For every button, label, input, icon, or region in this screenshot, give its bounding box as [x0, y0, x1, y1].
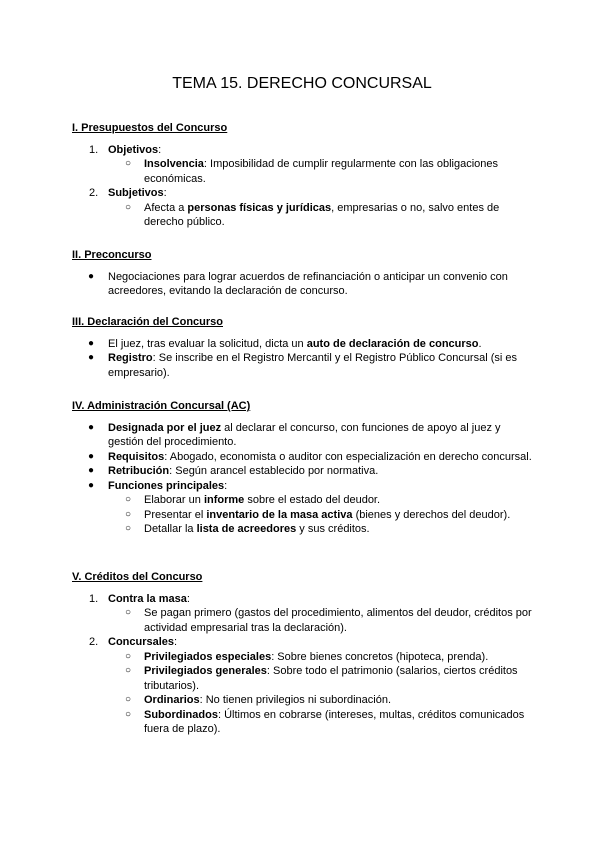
item-suffix: :	[158, 143, 162, 156]
sub-list-item	[72, 664, 532, 693]
item-suffix: :	[174, 636, 178, 648]
item-text: : Según arancel establecido por normativa.	[169, 465, 379, 477]
sub-list-item	[72, 522, 532, 537]
item-text: : No tienen privilegios ni subordinación.	[199, 694, 392, 706]
bold-term: Privilegiados generales	[144, 665, 267, 677]
item-text: : Sobre todo el patrimonio (salarios, ciertos créditos tributarios).	[144, 665, 518, 692]
numbered-list	[72, 592, 532, 737]
section-heading: I. Presupuestos del Concurso	[72, 122, 228, 134]
bold-term: Registro	[108, 352, 153, 364]
item-text: sobre el estado del deudor.	[244, 494, 381, 506]
list-number: 1.	[89, 143, 99, 156]
numbered-list	[72, 143, 532, 230]
section-heading: V. Créditos del Concurso	[72, 571, 203, 583]
item-text: : Imposibilidad de cumplir regularmente con las obligaciones económicas.	[144, 158, 499, 185]
item-label: Objetivos	[108, 143, 159, 156]
item-label: Subjetivos	[108, 187, 164, 199]
bullet-icon: ●	[88, 450, 95, 462]
item-text: .	[478, 337, 482, 350]
item-text: El juez, tras evaluar la solicitud, dicta un	[108, 337, 307, 350]
circle-bullet-icon: ○	[125, 508, 132, 520]
sub-list	[108, 606, 532, 635]
item-text: Se pagan primero (gastos del procedimiento, alimentos del deudor, créditos por actividad empresarial tras la declaración).	[144, 607, 532, 634]
list-item	[72, 143, 532, 187]
bullet-icon: ●	[88, 479, 95, 491]
bullet-list	[72, 270, 532, 299]
item-suffix: :	[163, 187, 167, 199]
circle-bullet-icon: ○	[125, 708, 132, 720]
bold-term: auto de declaración de concurso	[306, 337, 479, 350]
bold-term: inventario de la masa activa	[206, 508, 353, 521]
sub-list	[108, 201, 532, 230]
bold-term: Designada por el juez	[108, 421, 222, 434]
sub-list-item	[72, 708, 532, 737]
bold-term: Requisitos	[108, 450, 165, 463]
item-text: : Se inscribe en el Registro Mercantil y el Registro Público Concursal (si es empresario).	[108, 352, 517, 379]
bold-term: Privilegiados especiales	[144, 650, 272, 663]
bullet-icon: ●	[88, 270, 95, 282]
sub-list-item	[72, 201, 532, 230]
bullet-icon: ●	[88, 465, 95, 476]
section-heading: III. Declaración del Concurso	[72, 316, 223, 328]
document-title: TEMA 15. DERECHO CONCURSAL	[172, 75, 432, 92]
list-item	[72, 270, 532, 299]
circle-bullet-icon: ○	[125, 607, 132, 618]
circle-bullet-icon: ○	[125, 201, 132, 213]
sub-list	[108, 650, 532, 737]
bold-term: Insolvencia	[144, 158, 204, 170]
bold-term: Funciones principales	[108, 479, 225, 492]
bold-term: Retribución	[108, 465, 170, 477]
section-heading: IV. Administración Concursal (AC)	[72, 400, 251, 412]
item-suffix: :	[186, 592, 190, 605]
item-text: , empresarias o no, salvo entes de derecho público.	[144, 201, 500, 228]
sub-list-item	[72, 606, 532, 635]
bold-term: Subordinados	[144, 708, 218, 721]
item-text: (bienes y derechos del deudor).	[352, 508, 511, 521]
sub-list-item	[72, 693, 532, 708]
item-text: : Sobre bienes concretos (hipoteca, prenda).	[271, 650, 489, 663]
circle-bullet-icon: ○	[125, 650, 132, 662]
item-text: al declarar el concurso, con funciones de apoyo al juez y gestión del procedimiento.	[108, 421, 501, 448]
list-number: 2.	[89, 636, 99, 648]
section-preconcurso	[72, 248, 532, 299]
sub-list	[108, 493, 532, 537]
bold-term: lista de acreedores	[196, 523, 297, 535]
list-item	[72, 635, 532, 737]
sub-list-item	[72, 508, 532, 523]
item-text: y sus créditos.	[296, 523, 370, 535]
bold-term: personas físicas y jurídicas	[187, 201, 332, 214]
list-item	[72, 337, 532, 352]
bullet-icon: ●	[88, 352, 95, 363]
list-item	[72, 450, 532, 465]
item-text: Negociaciones para lograr acuerdos de refinanciación o anticipar un convenio con acreedores, evitando la declaración de concurso.	[108, 270, 508, 297]
section-administracion	[72, 399, 532, 537]
list-item	[72, 464, 532, 479]
bullet-list	[72, 337, 532, 381]
list-item	[72, 592, 532, 636]
circle-bullet-icon: ○	[125, 694, 132, 705]
circle-bullet-icon: ○	[125, 665, 132, 676]
item-text: Afecta a	[144, 201, 188, 214]
list-item	[72, 186, 532, 230]
list-number: 1.	[89, 592, 99, 605]
section-creditos	[72, 570, 532, 737]
item-text: : Últimos en cobrarse (intereses, multas, créditos comunicados fuera de plazo).	[144, 708, 525, 735]
bullet-icon: ●	[88, 421, 95, 433]
bullet-icon: ●	[88, 337, 95, 349]
section-presupuestos	[72, 121, 532, 230]
sub-list-item	[72, 157, 532, 186]
section-declaracion	[72, 315, 532, 380]
list-number: 2.	[89, 187, 99, 199]
section-heading: II. Preconcurso	[72, 249, 152, 261]
item-label: Contra la masa	[108, 592, 187, 605]
circle-bullet-icon: ○	[125, 494, 132, 505]
item-text: Presentar el	[144, 508, 207, 521]
list-item	[72, 421, 532, 450]
item-text: Elaborar un	[144, 494, 204, 506]
bold-term: Ordinarios	[144, 694, 200, 706]
item-label: Concursales	[108, 636, 175, 648]
circle-bullet-icon: ○	[125, 158, 132, 169]
circle-bullet-icon: ○	[125, 523, 132, 534]
bold-term: informe	[203, 494, 245, 506]
item-text: :	[224, 479, 228, 492]
item-text: Detallar la	[144, 523, 197, 535]
list-item	[72, 351, 532, 380]
sub-list-item	[72, 650, 532, 665]
bullet-list	[72, 421, 532, 537]
list-item	[72, 479, 532, 537]
sub-list-item	[72, 493, 532, 508]
item-text: : Abogado, economista o auditor con especialización en derecho concursal.	[164, 450, 532, 463]
sub-list	[108, 157, 532, 186]
